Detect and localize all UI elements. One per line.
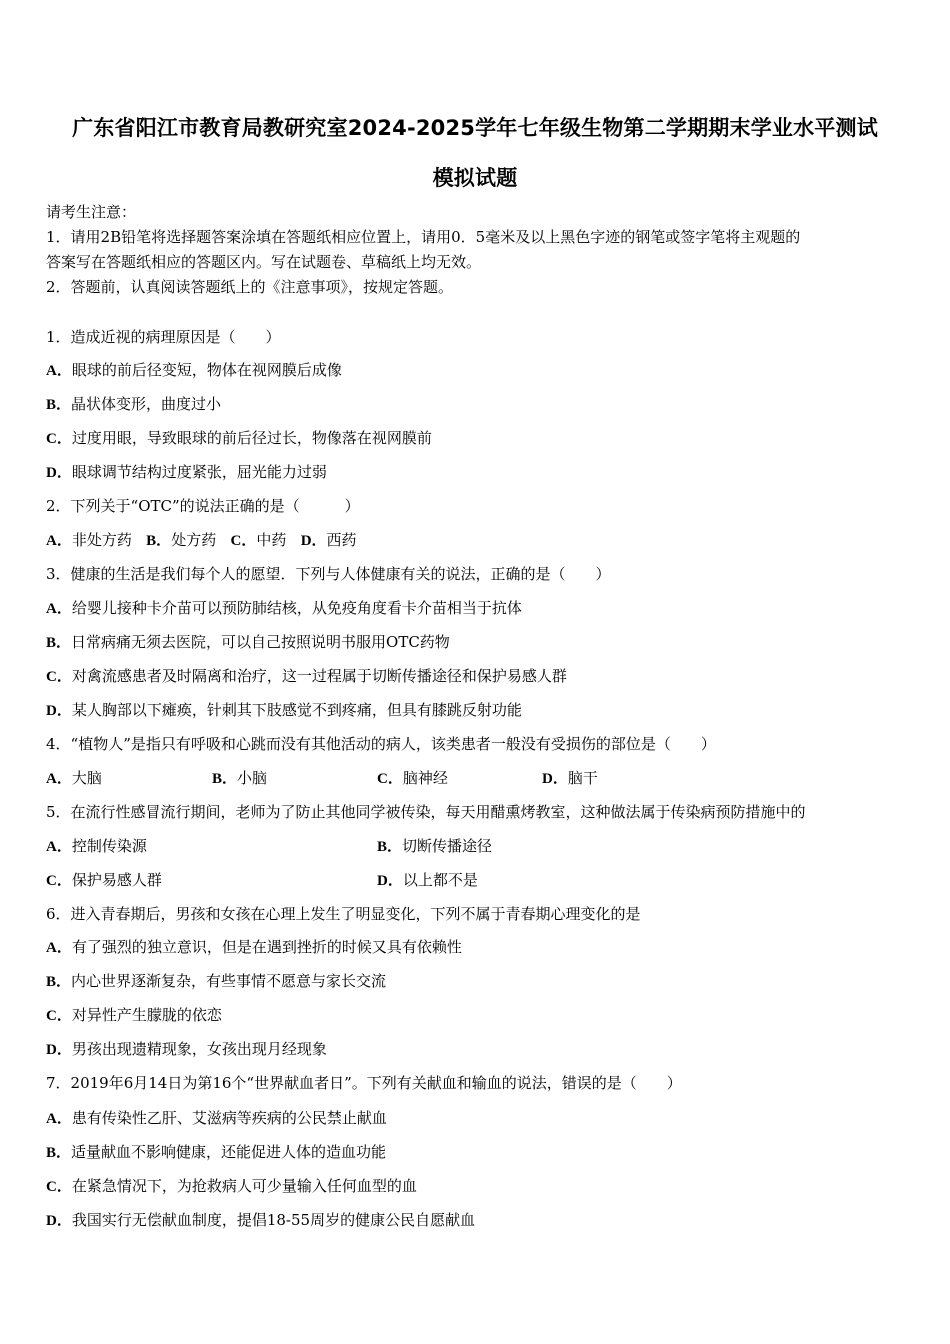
option-text: 眼球的前后径变短，物体在视网膜后成像 bbox=[71, 361, 342, 379]
question-3-option-d[interactable] bbox=[46, 700, 522, 721]
question-5-option-d[interactable] bbox=[377, 870, 478, 891]
question-4-options bbox=[46, 768, 646, 788]
option-text: 有了强烈的独立意识，但是在遇到挫折的时候又具有依赖性 bbox=[71, 938, 462, 956]
option-text: 给婴儿接种卡介苗可以预防肺结核，从免疫角度看卡介苗相当于抗体 bbox=[71, 599, 522, 617]
option-text: 过度用眼，导致眼球的前后径过长，物像落在视网膜前 bbox=[71, 429, 432, 447]
option-text: 大脑 bbox=[71, 769, 102, 787]
option-text: 在紧急情况下，为抢救病人可少量输入任何血型的血 bbox=[71, 1177, 417, 1195]
option-label: C． bbox=[46, 1008, 72, 1024]
option-text: 对异性产生朦胧的依恋 bbox=[71, 1006, 222, 1024]
question-6-option-b[interactable] bbox=[46, 971, 386, 992]
option-label: C． bbox=[377, 771, 403, 787]
option-text: 非处方药 bbox=[71, 531, 132, 549]
exam-title-line1: 广东省阳江市教育局教研究室2024-2025学年七年级生物第二学期期末学业水平测试 bbox=[72, 116, 878, 140]
option-text: 处方药 bbox=[171, 531, 217, 549]
option-label: A． bbox=[46, 771, 72, 787]
option-label: C． bbox=[46, 873, 72, 889]
option-label: A． bbox=[46, 533, 72, 549]
question-2-option-a[interactable] bbox=[46, 531, 132, 549]
option-text: 西药 bbox=[326, 531, 357, 549]
option-label: C． bbox=[230, 533, 257, 549]
question-4-stem: 4．“植物人”是指只有呼吸和心跳而没有其他活动的病人，该类患者一般没有受损伤的部位是（ ） bbox=[46, 735, 716, 753]
option-text: 晶状体变形，曲度过小 bbox=[71, 395, 222, 413]
option-text: 适量献血不影响健康，还能促进人体的造血功能 bbox=[71, 1143, 387, 1161]
option-label: B． bbox=[212, 771, 238, 787]
option-label: B． bbox=[146, 533, 172, 549]
question-5-option-c[interactable] bbox=[46, 870, 162, 891]
option-text: 保护易感人群 bbox=[71, 871, 162, 889]
question-2-options bbox=[46, 530, 357, 551]
question-3-option-a[interactable] bbox=[46, 598, 522, 619]
question-3-option-c[interactable] bbox=[46, 666, 567, 687]
option-label: D． bbox=[46, 1213, 72, 1229]
option-label: D． bbox=[377, 873, 403, 889]
question-1-option-b[interactable] bbox=[46, 394, 221, 415]
option-text: 内心世界逐渐复杂，有些事情不愿意与家长交流 bbox=[71, 972, 387, 990]
question-2-option-b[interactable] bbox=[146, 531, 216, 549]
question-4-option-d[interactable] bbox=[542, 768, 598, 789]
question-3-option-b[interactable] bbox=[46, 632, 450, 653]
option-text: 对禽流感患者及时隔离和治疗，这一过程属于切断传播途径和保护易感人群 bbox=[71, 667, 567, 685]
question-7-option-b[interactable] bbox=[46, 1142, 386, 1163]
notice-heading: 请考生注意： bbox=[46, 203, 137, 221]
option-label: B． bbox=[46, 397, 72, 413]
question-4-option-c[interactable] bbox=[377, 768, 448, 789]
option-label: A． bbox=[46, 839, 72, 855]
option-label: D． bbox=[46, 1042, 72, 1058]
option-label: A． bbox=[46, 363, 72, 379]
question-5-stem: 5．在流行性感冒流行期间，老师为了防止其他同学被传染，每天用醋熏烤教室，这种做法属于传染病预防措施中的 bbox=[46, 803, 806, 821]
option-label: C． bbox=[46, 431, 72, 447]
option-text: 以上都不是 bbox=[402, 871, 478, 889]
option-text: 切断传播途径 bbox=[402, 837, 493, 855]
notice-item-2: 2．答题前，认真阅读答题纸上的《注意事项》，按规定答题。 bbox=[46, 278, 454, 296]
question-7-option-a[interactable] bbox=[46, 1108, 387, 1129]
option-text: 某人胸部以下瘫痪，针刺其下肢感觉不到疼痛，但具有膝跳反射功能 bbox=[71, 701, 522, 719]
option-text: 我国实行无偿献血制度，提倡18-55周岁的健康公民自愿献血 bbox=[71, 1211, 476, 1229]
option-label: A． bbox=[46, 940, 72, 956]
notice-item-1-line-1: 1．请用2B铅笔将选择题答案涂填在答题纸相应位置上，请用0．5毫米及以上黑色字迹的钢笔或签字笔将主观题的 bbox=[46, 228, 801, 246]
option-label: B． bbox=[377, 839, 403, 855]
question-4-option-a[interactable] bbox=[46, 768, 102, 789]
question-6-option-a[interactable] bbox=[46, 937, 462, 958]
option-label: D． bbox=[46, 703, 72, 719]
question-6-option-c[interactable] bbox=[46, 1005, 222, 1026]
option-text: 小脑 bbox=[237, 769, 268, 787]
option-text: 控制传染源 bbox=[71, 837, 147, 855]
option-label: A． bbox=[46, 1111, 72, 1127]
option-label: B． bbox=[46, 635, 72, 651]
option-text: 脑干 bbox=[567, 769, 598, 787]
question-7-option-c[interactable] bbox=[46, 1176, 417, 1197]
option-label: B． bbox=[46, 1145, 72, 1161]
question-7-stem: 7．2019年6月14日为第16个“世界献血者日”。下列有关献血和输血的说法，错误的是（ ） bbox=[46, 1074, 682, 1092]
question-1-option-a[interactable] bbox=[46, 360, 342, 381]
option-label: D． bbox=[46, 465, 72, 481]
question-6-option-d[interactable] bbox=[46, 1039, 327, 1060]
option-text: 男孩出现遗精现象，女孩出现月经现象 bbox=[71, 1040, 327, 1058]
option-label: C． bbox=[46, 1179, 72, 1195]
question-2-stem: 2．下列关于“OTC”的说法正确的是（ ） bbox=[46, 497, 360, 515]
option-label: D． bbox=[542, 771, 568, 787]
option-label: D． bbox=[300, 533, 327, 549]
question-5-options-row-1 bbox=[46, 836, 646, 856]
question-5-options-row-2 bbox=[46, 870, 646, 890]
notice-item-1-line-2: 答案写在答题纸相应的答题区内。写在试题卷、草稿纸上均无效。 bbox=[46, 253, 482, 271]
question-1-option-c[interactable] bbox=[46, 428, 432, 449]
option-label: C． bbox=[46, 669, 72, 685]
question-1-option-d[interactable] bbox=[46, 462, 327, 483]
question-7-option-d[interactable] bbox=[46, 1210, 475, 1231]
option-text: 患有传染性乙肝、艾滋病等疾病的公民禁止献血 bbox=[71, 1109, 387, 1127]
question-2-option-d[interactable] bbox=[301, 531, 357, 549]
exam-title-line2: 模拟试题 bbox=[432, 166, 518, 190]
question-4-option-b[interactable] bbox=[212, 768, 267, 789]
question-5-option-a[interactable] bbox=[46, 836, 147, 857]
option-text: 中药 bbox=[256, 531, 287, 549]
option-text: 眼球调节结构过度紧张，屈光能力过弱 bbox=[71, 463, 327, 481]
question-5-option-b[interactable] bbox=[377, 836, 492, 857]
question-1-stem: 1．造成近视的病理原因是（ ） bbox=[46, 328, 281, 346]
question-2-option-c[interactable] bbox=[231, 531, 287, 549]
option-label: A． bbox=[46, 601, 72, 617]
question-6-stem: 6．进入青春期后，男孩和女孩在心理上发生了明显变化，下列不属于青春期心理变化的是 bbox=[46, 905, 641, 923]
question-3-stem: 3．健康的生活是我们每个人的愿望．下列与人体健康有关的说法，正确的是（ ） bbox=[46, 565, 611, 583]
option-label: B． bbox=[46, 974, 72, 990]
option-text: 脑神经 bbox=[402, 769, 448, 787]
option-text: 日常病痛无须去医院，可以自己按照说明书服用OTC药物 bbox=[71, 633, 450, 651]
